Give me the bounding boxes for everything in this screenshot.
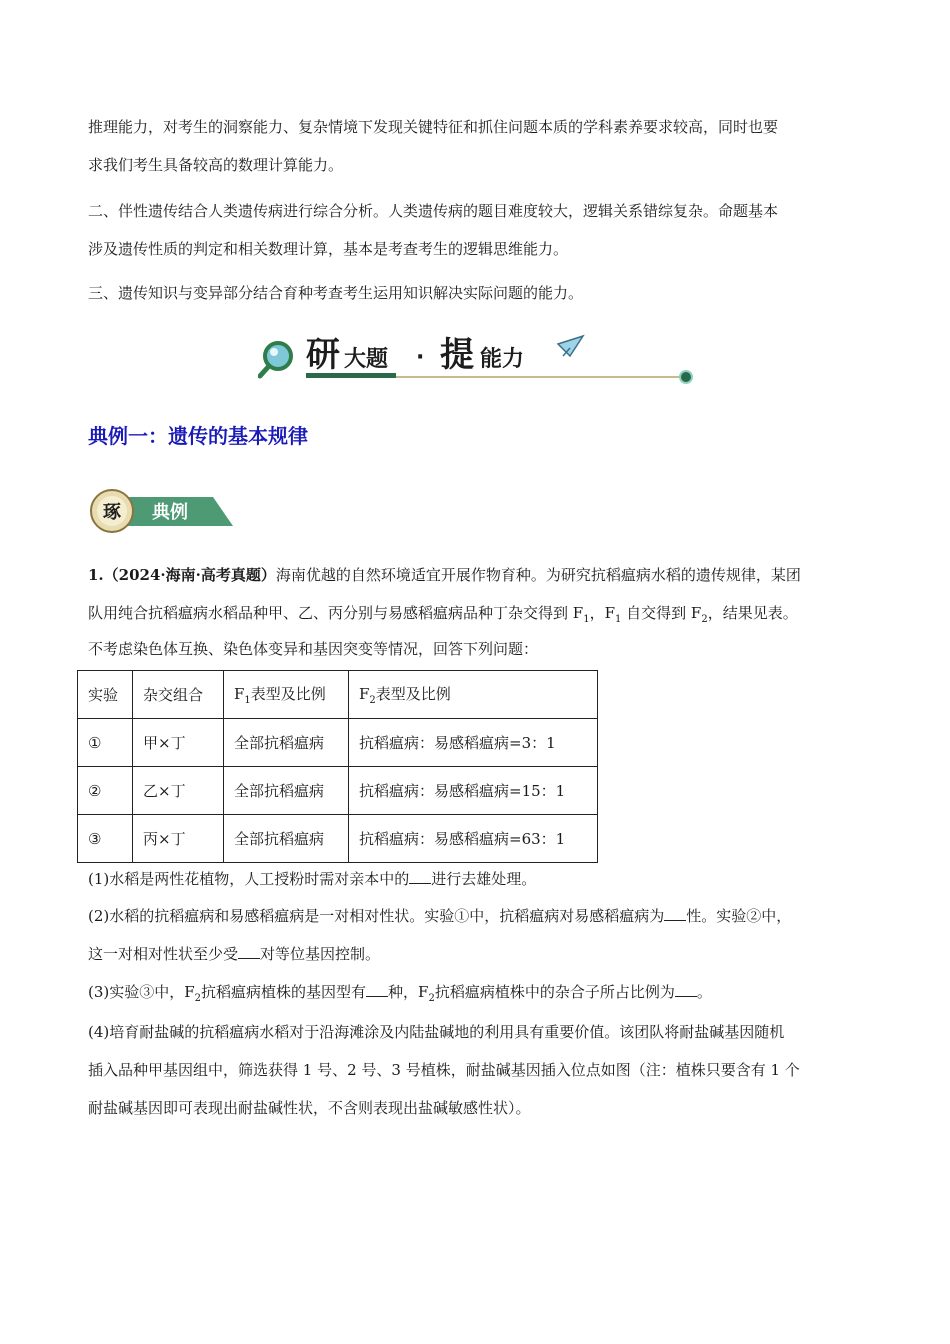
cell-f1: 全部抗稻瘟病 [224, 767, 349, 815]
cell-experiment: ① [78, 719, 133, 767]
badge-seal: 琢 [103, 502, 121, 523]
cell-experiment: ③ [78, 815, 133, 863]
banner-dot: · [416, 345, 425, 370]
banner-char-ti: 提 [440, 335, 474, 375]
answer-blank[interactable] [409, 869, 431, 884]
banner-text-nengli: 能力 [480, 347, 525, 372]
table-header-row [78, 671, 598, 719]
section-heading: 典例一：遗传的基本规律 [88, 424, 308, 448]
example-badge [88, 486, 233, 534]
stem-line-2-part-b: ，F [589, 604, 615, 622]
subquestion-4-line-3: 耐盐碱基因即可表现出耐盐碱性状，不含则表现出盐碱敏感性状）。 [88, 1099, 531, 1117]
header-f2: $F_2$表型及比例 [349, 671, 598, 719]
subquestion-3: (3)实验③中，$F_2$抗稻瘟病植株的基因型有 种，$F_2$抗稻瘟病植株中的杂合子所占比例为 。 [88, 983, 712, 1004]
answer-blank[interactable] [675, 982, 697, 997]
sub-f1: 1 [583, 614, 590, 625]
question-stem-line-3: 不考虑染色体互换、染色体变异和基因突变等情况，回答下列问题： [88, 640, 539, 658]
magnifier-icon [260, 343, 291, 376]
header-experiment: 实验 [78, 671, 133, 719]
subquestion-2-line-1: (2)水稻的抗稻瘟病和易感稻瘟病是一对相对性状。实验①中，抗稻瘟病对易感稻瘟病为 性。实验②中， [88, 907, 792, 925]
cell-f2: 抗稻瘟病：易感稻瘟病=3：1 [349, 719, 598, 767]
question-source: （2024·海南·高考真题） [103, 566, 276, 584]
table-row [78, 719, 598, 767]
question-stem-text-1: 海南优越的自然环境适宜开展作物育种。为研究抗稻瘟病水稻的遗传规律，某团 [275, 566, 801, 584]
question-number: 1. [88, 566, 104, 584]
subquestion-4-line-2: 插入品种甲基因组中，筛选获得 1 号、2 号、3 号植株，耐盐碱基因插入位点如图（注：植株只要含有 1 个 [88, 1061, 800, 1079]
sub-f2: 2 [701, 614, 708, 625]
answer-blank[interactable] [664, 906, 686, 921]
paper-plane-icon [558, 336, 583, 356]
header-f1: $F_1$表型及比例 [224, 671, 349, 719]
cell-f2: 抗稻瘟病：易感稻瘟病=15：1 [349, 767, 598, 815]
intro-point-2-line-1: 二、伴性遗传结合人类遗传病进行综合分析。人类遗传病的题目难度较大，逻辑关系错综复杂。命题基本 [88, 202, 779, 220]
banner-graphic [258, 326, 698, 390]
subquestion-4-line-1: (4)培育耐盐碱的抗稻瘟病水稻对于沿海滩涂及内陆盐碱地的利用具有重要价值。该团队将耐盐碱基因随机 [88, 1023, 785, 1041]
banner-char-yan: 研 [306, 335, 340, 375]
intro-line-2: 求我们考生具备较高的数理计算能力。 [88, 156, 344, 174]
badge-label: 典例 [152, 502, 188, 523]
table-row [78, 815, 598, 863]
cell-cross: 甲×丁 [133, 719, 224, 767]
stem-line-2-part-c: 自交得到 F [621, 604, 702, 622]
header-cross: 杂交组合 [133, 671, 224, 719]
cell-cross: 乙×丁 [133, 767, 224, 815]
cell-f1: 全部抗稻瘟病 [224, 815, 349, 863]
subquestion-2-line-2: 这一对相对性状至少受 对等位基因控制。 [88, 945, 381, 963]
intro-line-1: 推理能力，对考生的洞察能力、复杂情境下发现关键特征和抓住问题本质的学科素养要求较高，同时也要 [88, 118, 779, 136]
intro-point-2-line-2: 涉及遗传性质的判定和相关数理计算，基本是考查考生的逻辑思维能力。 [88, 240, 569, 258]
question-stem-line-1 [88, 556, 868, 594]
stem-line-2-part-a: 队用纯合抗稻瘟病水稻品种甲、乙、丙分别与易感稻瘟病品种丁杂交得到 F [88, 604, 584, 622]
banner-text-datii: 大题 [344, 347, 389, 372]
answer-blank[interactable] [238, 944, 260, 959]
section-banner [258, 326, 698, 390]
intro-point-3: 三、遗传知识与变异部分结合育种考查考生运用知识解决实际问题的能力。 [88, 284, 584, 302]
cell-f2: 抗稻瘟病：易感稻瘟病=63：1 [349, 815, 598, 863]
stem-line-2-part-d: ，结果见表。 [707, 604, 798, 622]
results-table [77, 670, 598, 863]
sub-f1b: 1 [614, 614, 622, 625]
answer-blank[interactable] [366, 982, 388, 997]
table-row [78, 767, 598, 815]
cell-cross: 丙×丁 [133, 815, 224, 863]
subquestion-1: (1)水稻是两性花植物，人工授粉时需对亲本中的 进行去雄处理。 [88, 870, 537, 888]
cell-experiment: ② [78, 767, 133, 815]
cell-f1: 全部抗稻瘟病 [224, 719, 349, 767]
